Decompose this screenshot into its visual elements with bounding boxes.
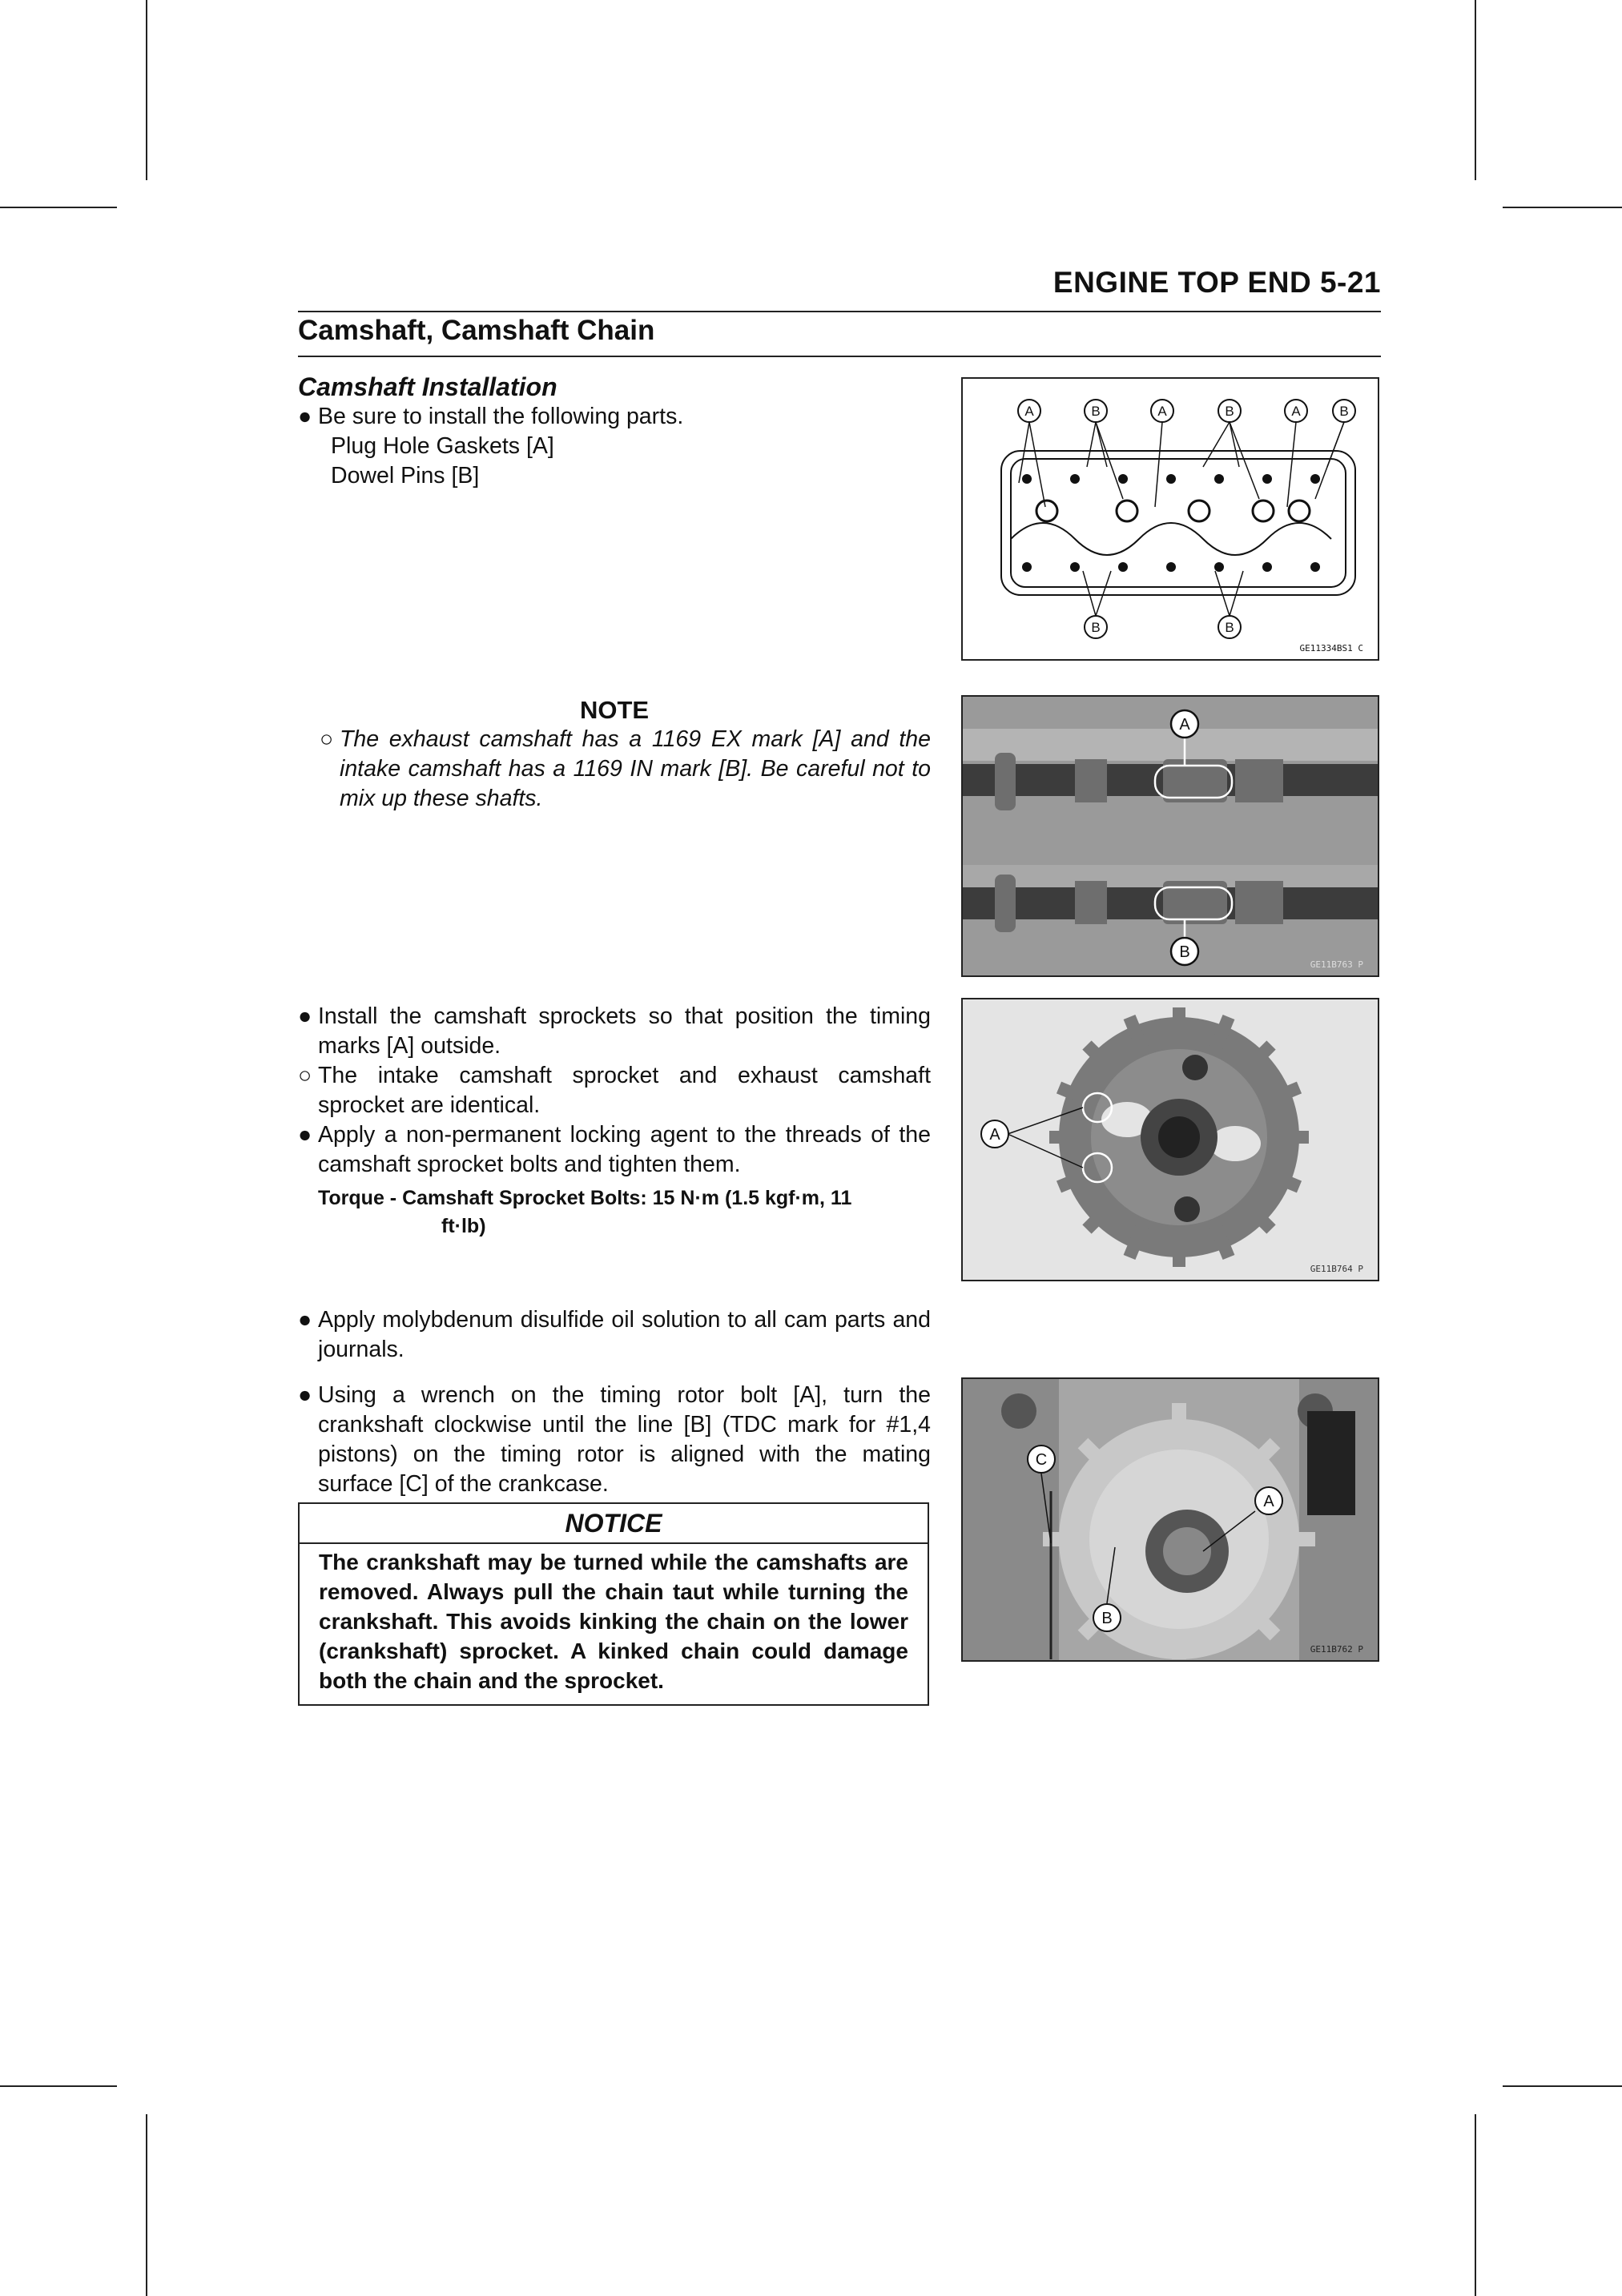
note-item: ○ The exhaust camshaft has a 1169 EX mark [A] and the intake camshaft has a 1169 IN mark [B]. Be careful not to mix up these shafts. xyxy=(320,726,931,811)
callout-label: B xyxy=(1101,1610,1113,1627)
cylinder-head-figure xyxy=(961,377,1379,661)
callout-label: B xyxy=(1179,943,1190,961)
callout-label: A xyxy=(1263,1493,1274,1510)
bullet-item: ● Be sure to install the following parts. xyxy=(298,404,684,429)
rotor-block xyxy=(298,1381,931,1499)
callout-label: A xyxy=(989,1126,1000,1144)
notice-title: NOTICE xyxy=(300,1504,928,1544)
sub-text: The intake camshaft sprocket and exhaust camshaft sprocket are identical. xyxy=(318,1063,931,1118)
bullet-item: ● Using a wrench on the timing rotor bolt [A], turn the crankshaft clockwise until the line [B] (TDC mark for #1,4 pistons) on the timing rotor is aligned with the mating surface [C] of the crankcase. xyxy=(298,1382,931,1497)
timing-rotor-photo xyxy=(961,1377,1379,1662)
install-parts-block xyxy=(298,372,931,491)
section-rule xyxy=(298,356,1381,357)
bullet-text: Apply a non-permanent locking agent to the threads of the camshaft sprocket bolts and tighten them. xyxy=(318,1122,931,1177)
notice-box xyxy=(298,1502,929,1706)
bullet-item: ● Install the camshaft sprockets so that position the timing marks [A] outside. xyxy=(298,1003,931,1059)
bullet-item: ● Apply molybdenum disulfide oil solution to all cam parts and journals. xyxy=(298,1307,931,1362)
oil-block xyxy=(298,1305,931,1365)
callout-label: A xyxy=(1157,404,1167,419)
callout-label: A xyxy=(1291,404,1301,419)
callout-label: B xyxy=(1091,404,1101,419)
torque-label: Torque - xyxy=(318,1187,397,1209)
torque-line1: Camshaft Sprocket Bolts: 15 N·m (1.5 kgf·m, 11 xyxy=(402,1187,852,1209)
notice-text: The crankshaft may be turned while the camshafts are removed. Always pull the chain taut while turning the crankshaft. This avoids kinking the chain on the lower (crankshaft) sprocket. A kinked chain could damage both the chain and the sprocket. xyxy=(319,1550,908,1693)
callout-label: C xyxy=(1035,1451,1048,1469)
crop-mark xyxy=(146,0,147,180)
torque-spec xyxy=(298,1184,931,1240)
subhead: Camshaft Installation xyxy=(298,372,557,401)
crop-mark xyxy=(0,207,117,208)
section-title: Camshaft, Camshaft Chain xyxy=(298,315,655,346)
callout-label: B xyxy=(1091,620,1101,635)
sprocket-block xyxy=(298,1002,931,1240)
part-item: Plug Hole Gaskets [A] xyxy=(331,433,554,459)
running-head: ENGINE TOP END 5-21 xyxy=(1052,266,1381,299)
figure-id: GE11B764 P xyxy=(1310,1264,1363,1274)
callout-label: B xyxy=(1339,404,1349,419)
bullet-text: Using a wrench on the timing rotor bolt [A], turn the crankshaft clockwise until the line [B] (TDC mark for #1,4 pistons) on the timing rotor is aligned with the mating surface [C] of the crankcase. xyxy=(318,1382,931,1497)
figure-id: GE11B763 P xyxy=(1310,959,1363,970)
callout-label: A xyxy=(1179,716,1190,734)
bullet-text: Apply molybdenum disulfide oil solution to all cam parts and journals. xyxy=(318,1307,931,1362)
bullet-text: Install the camshaft sprockets so that position the timing marks [A] outside. xyxy=(318,1003,931,1059)
header-rule xyxy=(298,311,1381,312)
crop-mark xyxy=(0,2085,117,2087)
sub-item: ○ The intake camshaft sprocket and exhaust camshaft sprocket are identical. xyxy=(298,1063,931,1118)
part-item: Dowel Pins [B] xyxy=(331,463,480,489)
crop-mark xyxy=(146,2114,147,2296)
figure-id: GE11B762 P xyxy=(1310,1644,1363,1655)
bullet-text: Be sure to install the following parts. xyxy=(318,404,684,429)
figure-id: GE11334BS1 C xyxy=(1299,643,1363,653)
torque-line2: ft·lb) xyxy=(441,1215,486,1237)
note-title: NOTE xyxy=(579,696,650,724)
callout-label: B xyxy=(1225,404,1234,419)
camshafts-photo xyxy=(961,695,1379,977)
bullet-item: ● Apply a non-permanent locking agent to the threads of the camshaft sprocket bolts and tighten them. xyxy=(298,1122,931,1177)
crop-mark xyxy=(1503,207,1622,208)
sprocket-photo xyxy=(961,998,1379,1281)
callout-label: A xyxy=(1024,404,1034,419)
note-text: The exhaust camshaft has a 1169 EX mark [A] and the intake camshaft has a 1169 IN mark [B]. Be careful not to mix up these shafts. xyxy=(340,726,931,811)
crop-mark xyxy=(1475,0,1476,180)
crop-mark xyxy=(1475,2114,1476,2296)
note-block xyxy=(298,695,931,814)
crop-mark xyxy=(1503,2085,1622,2087)
callout-label: B xyxy=(1225,620,1234,635)
